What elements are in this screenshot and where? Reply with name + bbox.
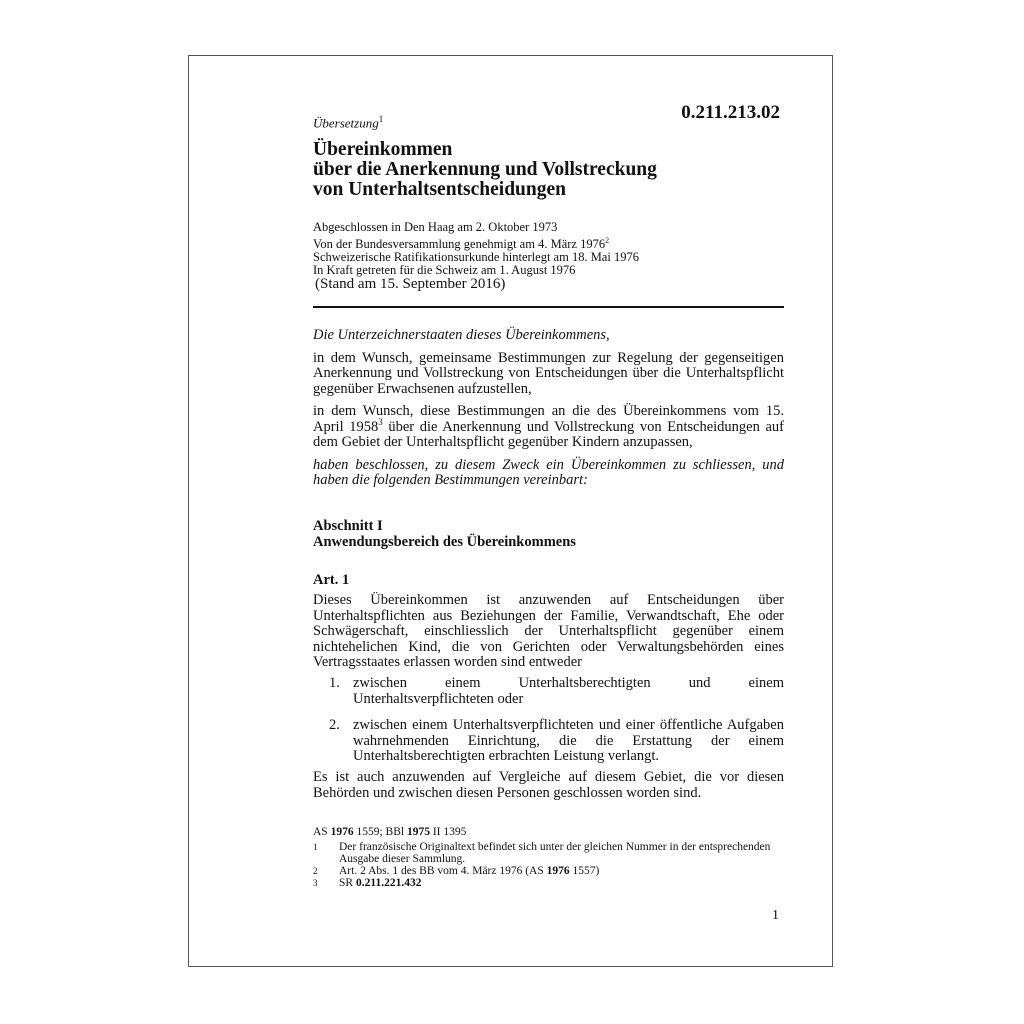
- footnote-ref-2[interactable]: 2: [605, 236, 610, 245]
- footnote-mark: 2: [313, 866, 318, 876]
- meta-approved: [313, 234, 639, 251]
- document-title: [313, 140, 657, 200]
- sr-number: 0.211.213.02: [681, 102, 780, 123]
- footnote-mark: 3: [313, 878, 318, 888]
- preamble-para-2: [313, 404, 784, 451]
- bbl-year: 1975: [406, 826, 430, 838]
- article-closing: [313, 770, 784, 801]
- meta-in-force: In Kraft getreten für die Schweiz am 1. August 1976: [313, 263, 576, 278]
- title-line-3: von Unterhaltsentscheidungen: [313, 179, 566, 200]
- section-label: Abschnitt I: [313, 518, 383, 534]
- page-number: 1: [772, 908, 779, 923]
- footnote-text-bold: 1976: [546, 865, 570, 877]
- footnote-3: [313, 877, 784, 889]
- footnote-text: Der französische Originaltext befindet sich unter der gleichen Nummer in der entsprechenden Ausgabe dieser Sammlung.: [339, 841, 771, 865]
- footnote-text: [339, 865, 784, 877]
- bbl-rest: II 1395: [429, 826, 467, 838]
- divider: [313, 306, 784, 308]
- footnote-ref-3[interactable]: 3: [378, 416, 383, 427]
- list-text: zwischen einem Unterhaltsverpflichteten und einer öffentliche Aufgaben wahrnehmenden Einrichtung, die die Erstattung der einem Unterhaltsberechtigten erbrachten Leistung verlangt.: [353, 717, 784, 764]
- translation-label-text: Übersetzung: [313, 115, 379, 131]
- title-line-2: über die Anerkennung und Vollstreckung: [313, 159, 657, 180]
- translation-label: [313, 114, 383, 131]
- article-intro: [313, 593, 784, 671]
- article-list-item-1: [313, 676, 784, 707]
- document-metadata: [313, 221, 639, 277]
- footnote-1: [313, 841, 784, 865]
- meta-ratification: Schweizerische Ratifikationsurkunde hinterlegt am 18. Mai 1976: [313, 250, 639, 265]
- footnote-text-a: Art. 2 Abs. 1 des BB vom 4. März 1976 (AS: [339, 865, 547, 877]
- section-title: Anwendungsbereich des Übereinkommens: [313, 534, 576, 550]
- meta-approved-text: Von der Bundesversammlung genehmigt am 4. März 1976: [313, 237, 606, 252]
- footnote-text: [339, 877, 784, 889]
- as-page: 1559; BBl: [353, 826, 407, 838]
- meta-concluded: Abgeschlossen in Den Haag am 2. Oktober 1973: [313, 220, 558, 234]
- preamble-para-2-b: über die Anerkennung und Vollstreckung von Entscheidungen auf dem Gebiet der Unterhaltspflicht gegenüber Kindern anzupassen,: [313, 418, 784, 450]
- as-prefix: AS: [313, 826, 331, 838]
- footnote-mark: 1: [313, 842, 318, 852]
- section-heading: [313, 518, 576, 550]
- footnote-text-b: 1557): [569, 865, 600, 877]
- title-line-1: Übereinkommen: [313, 139, 453, 160]
- article-heading: Art. 1: [313, 572, 350, 588]
- footnote-ref-1[interactable]: 1: [378, 114, 384, 124]
- article-intro-text: Dieses Übereinkommen ist anzuwenden auf Entscheidungen über Unterhaltspflichten aus Beziehungen der Familie, Verwandtschaft, Ehe oder Schwägerschaft, einschliesslich der Unterhaltspflicht gegenüber einem nichtehelichen Kind, die von Gerichten oder Verwaltungsbehörden eines Vertragsstaates erlassen worden sind entweder: [313, 592, 784, 670]
- footnote-text-bold: 0.211.221.432: [355, 877, 422, 889]
- article-closing-text: Es ist auch anzuwenden auf Vergleiche auf diesem Gebiet, die vor diesen Behörden und zwischen diesen Personen geschlossen worden sind.: [313, 769, 784, 801]
- status-date: (Stand am 15. September 2016): [315, 276, 506, 292]
- footnote-text-a: SR: [339, 877, 356, 889]
- footnotes: [313, 826, 784, 889]
- preamble-para-1: in dem Wunsch, gemeinsame Bestimmungen zur Regelung der gegenseitigen Anerkennung und Vollstreckung von Entscheidungen über die Unterhaltspflicht gegenüber Erwachsenen aufzustellen,: [313, 349, 784, 397]
- article-list-item-2: [313, 718, 784, 765]
- preamble: [313, 328, 784, 489]
- footnote-2: [313, 865, 784, 877]
- list-number: 1.: [329, 675, 340, 691]
- list-number: 2.: [329, 717, 340, 733]
- source-reference: [313, 826, 784, 838]
- document-page: [188, 55, 833, 967]
- preamble-intro: Die Unterzeichnerstaaten dieses Übereinkommens,: [313, 327, 610, 343]
- preamble-resolution: haben beschlossen, zu diesem Zweck ein Übereinkommen zu schliessen, und haben die folgenden Bestimmungen vereinbart:: [313, 456, 784, 488]
- list-text: zwischen einem Unterhaltsberechtigten und einem Unterhaltsverpflichteten oder: [353, 675, 784, 707]
- preamble-para-2-a: in dem Wunsch, diese Bestimmungen an die des Übereinkommens vom 15. April 1958: [313, 403, 784, 435]
- as-year: 1976: [330, 826, 354, 838]
